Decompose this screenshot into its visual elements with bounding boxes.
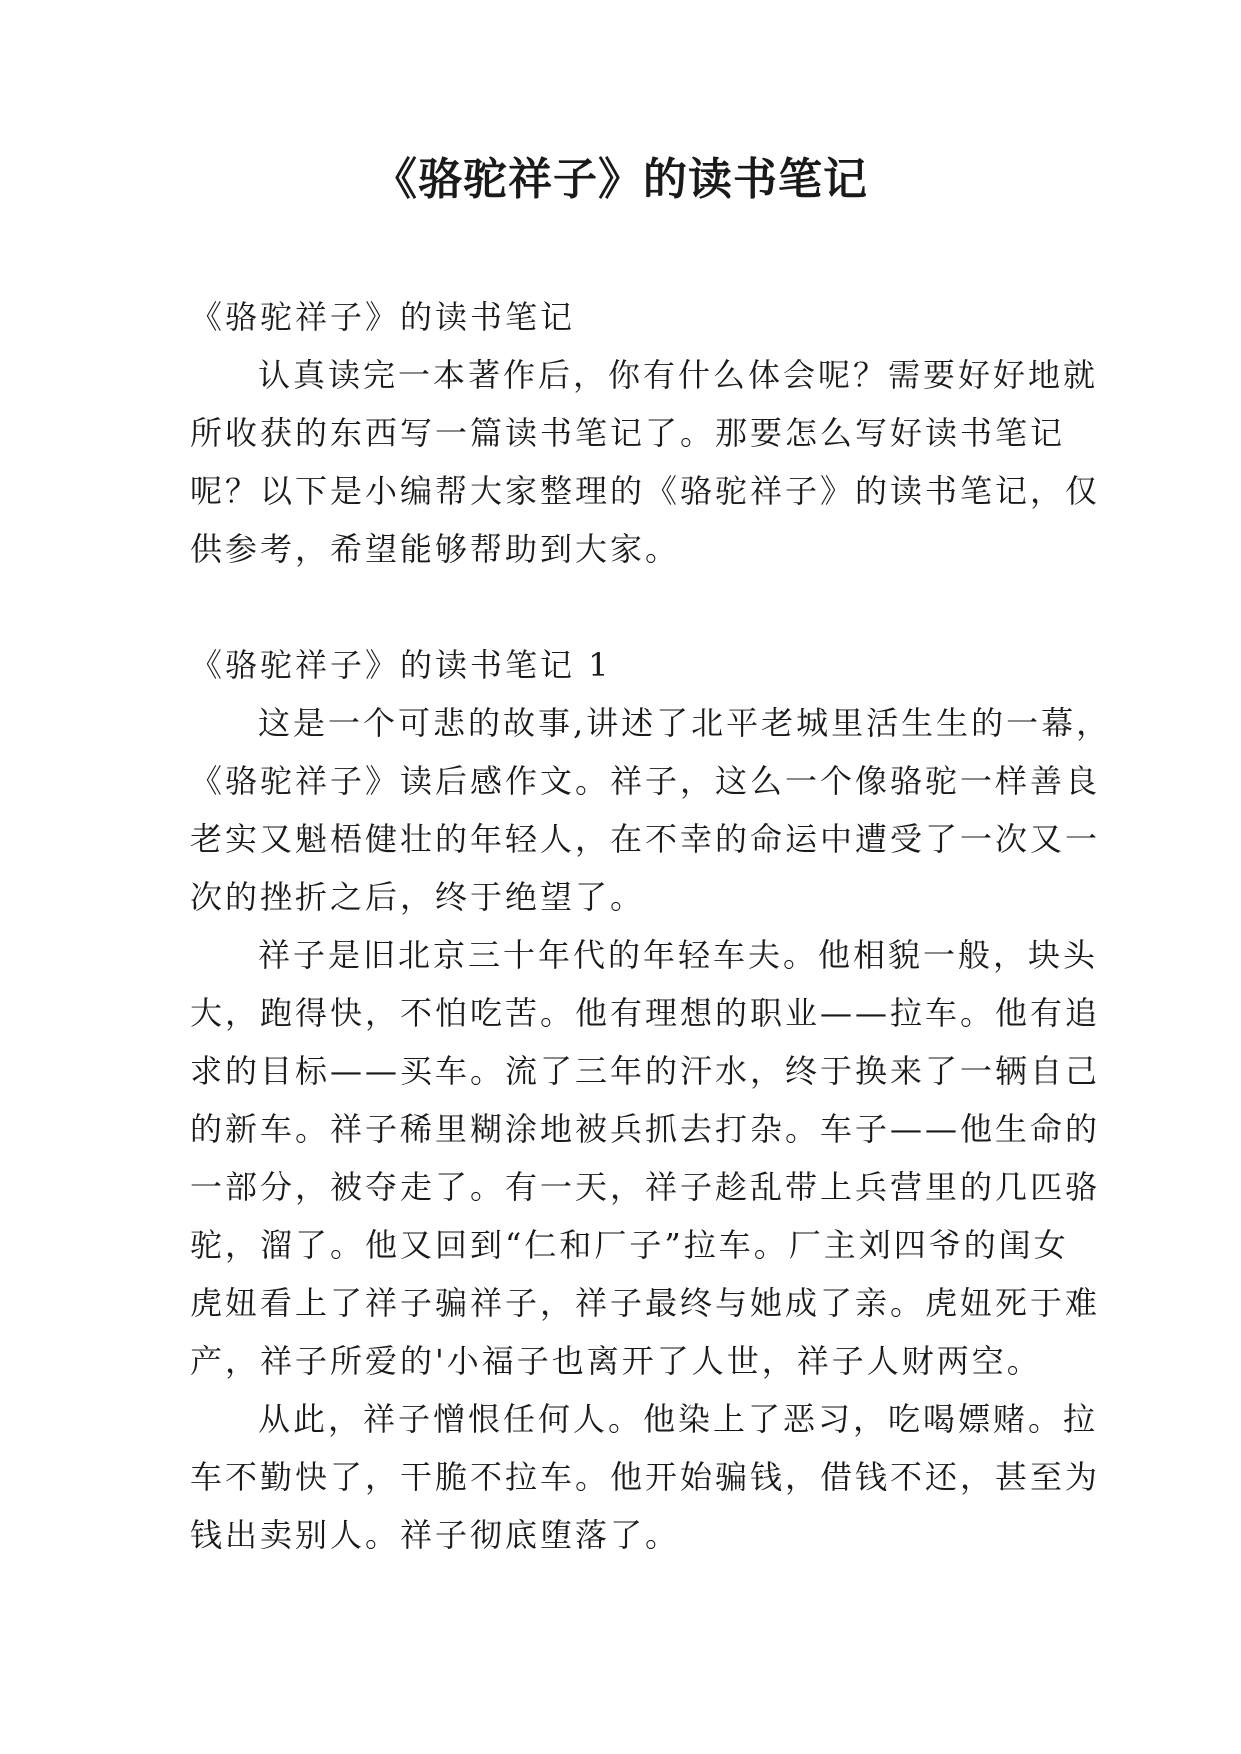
- paragraph-line: 一部分，被夺走了。有一天，祥子趁乱带上兵营里的几匹骆: [190, 1168, 1101, 1206]
- paragraph-line: 次的挫折之后，终于绝望了。: [190, 878, 646, 916]
- paragraph-line: 虎妞看上了祥子骗祥子，祥子最终与她成了亲。虎妞死于难: [190, 1284, 1101, 1322]
- paragraph-line: 从此，祥子憎恨任何人。他染上了恶习，吃喝嫖赌。拉: [258, 1400, 1099, 1438]
- paragraph-line: 大，跑得快，不怕吃苦。他有理想的职业——拉车。他有追: [190, 994, 1101, 1032]
- paragraph-1: [190, 694, 1112, 926]
- paragraph-line: 产，祥子所爱的'小福子也离开了人世，祥子人财两空。: [190, 1342, 1042, 1380]
- intro-paragraph: [190, 346, 1101, 578]
- paragraph-line: 老实又魁梧健壮的年轻人，在不幸的命运中遭受了一次又一: [190, 820, 1101, 858]
- paragraph-line: 钱出卖别人。祥子彻底堕落了。: [190, 1516, 681, 1554]
- paragraph-line: 这是一个可悲的故事,讲述了北平老城里活生生的一幕，: [258, 704, 1112, 742]
- document-body: [190, 288, 1112, 1564]
- section-spacer: [190, 578, 1050, 636]
- paragraph-line: 呢？以下是小编帮大家整理的《骆驼祥子》的读书笔记，仅: [190, 472, 1101, 510]
- paragraph-line: 求的目标——买车。流了三年的汗水，终于换来了一辆自己: [190, 1052, 1101, 1090]
- paragraph-3: [190, 1390, 1101, 1564]
- paragraph-line: 祥子是旧北京三十年代的年轻车夫。他相貌一般，块头: [258, 936, 1099, 974]
- paragraph-line: 驼，溜了。他又回到“仁和厂子”拉车。厂主刘四爷的闺女: [190, 1226, 1069, 1264]
- paragraph-2: [190, 926, 1101, 1390]
- paragraph-line: 《骆驼祥子》读后感作文。祥子，这么一个像骆驼一样善良: [190, 762, 1101, 800]
- paragraph-line: 所收获的东西写一篇读书笔记了。那要怎么写好读书笔记: [190, 414, 1066, 452]
- paragraph-line: 车不勤快了，干脆不拉车。他开始骗钱，借钱不还，甚至为: [190, 1458, 1101, 1496]
- paragraph-line: 供参考，希望能够帮助到大家。: [190, 530, 681, 568]
- document-title: 《骆驼祥子》的读书笔记: [373, 154, 868, 205]
- paragraph-line: 认真读完一本著作后，你有什么体会呢？需要好好地就: [258, 356, 1099, 394]
- paragraph-line: 的新车。祥子稀里糊涂地被兵抓去打杂。车子——他生命的: [190, 1110, 1101, 1148]
- section-heading-intro: 《骆驼祥子》的读书笔记: [190, 298, 576, 336]
- section-heading-1: 《骆驼祥子》的读书笔记 1: [190, 646, 612, 684]
